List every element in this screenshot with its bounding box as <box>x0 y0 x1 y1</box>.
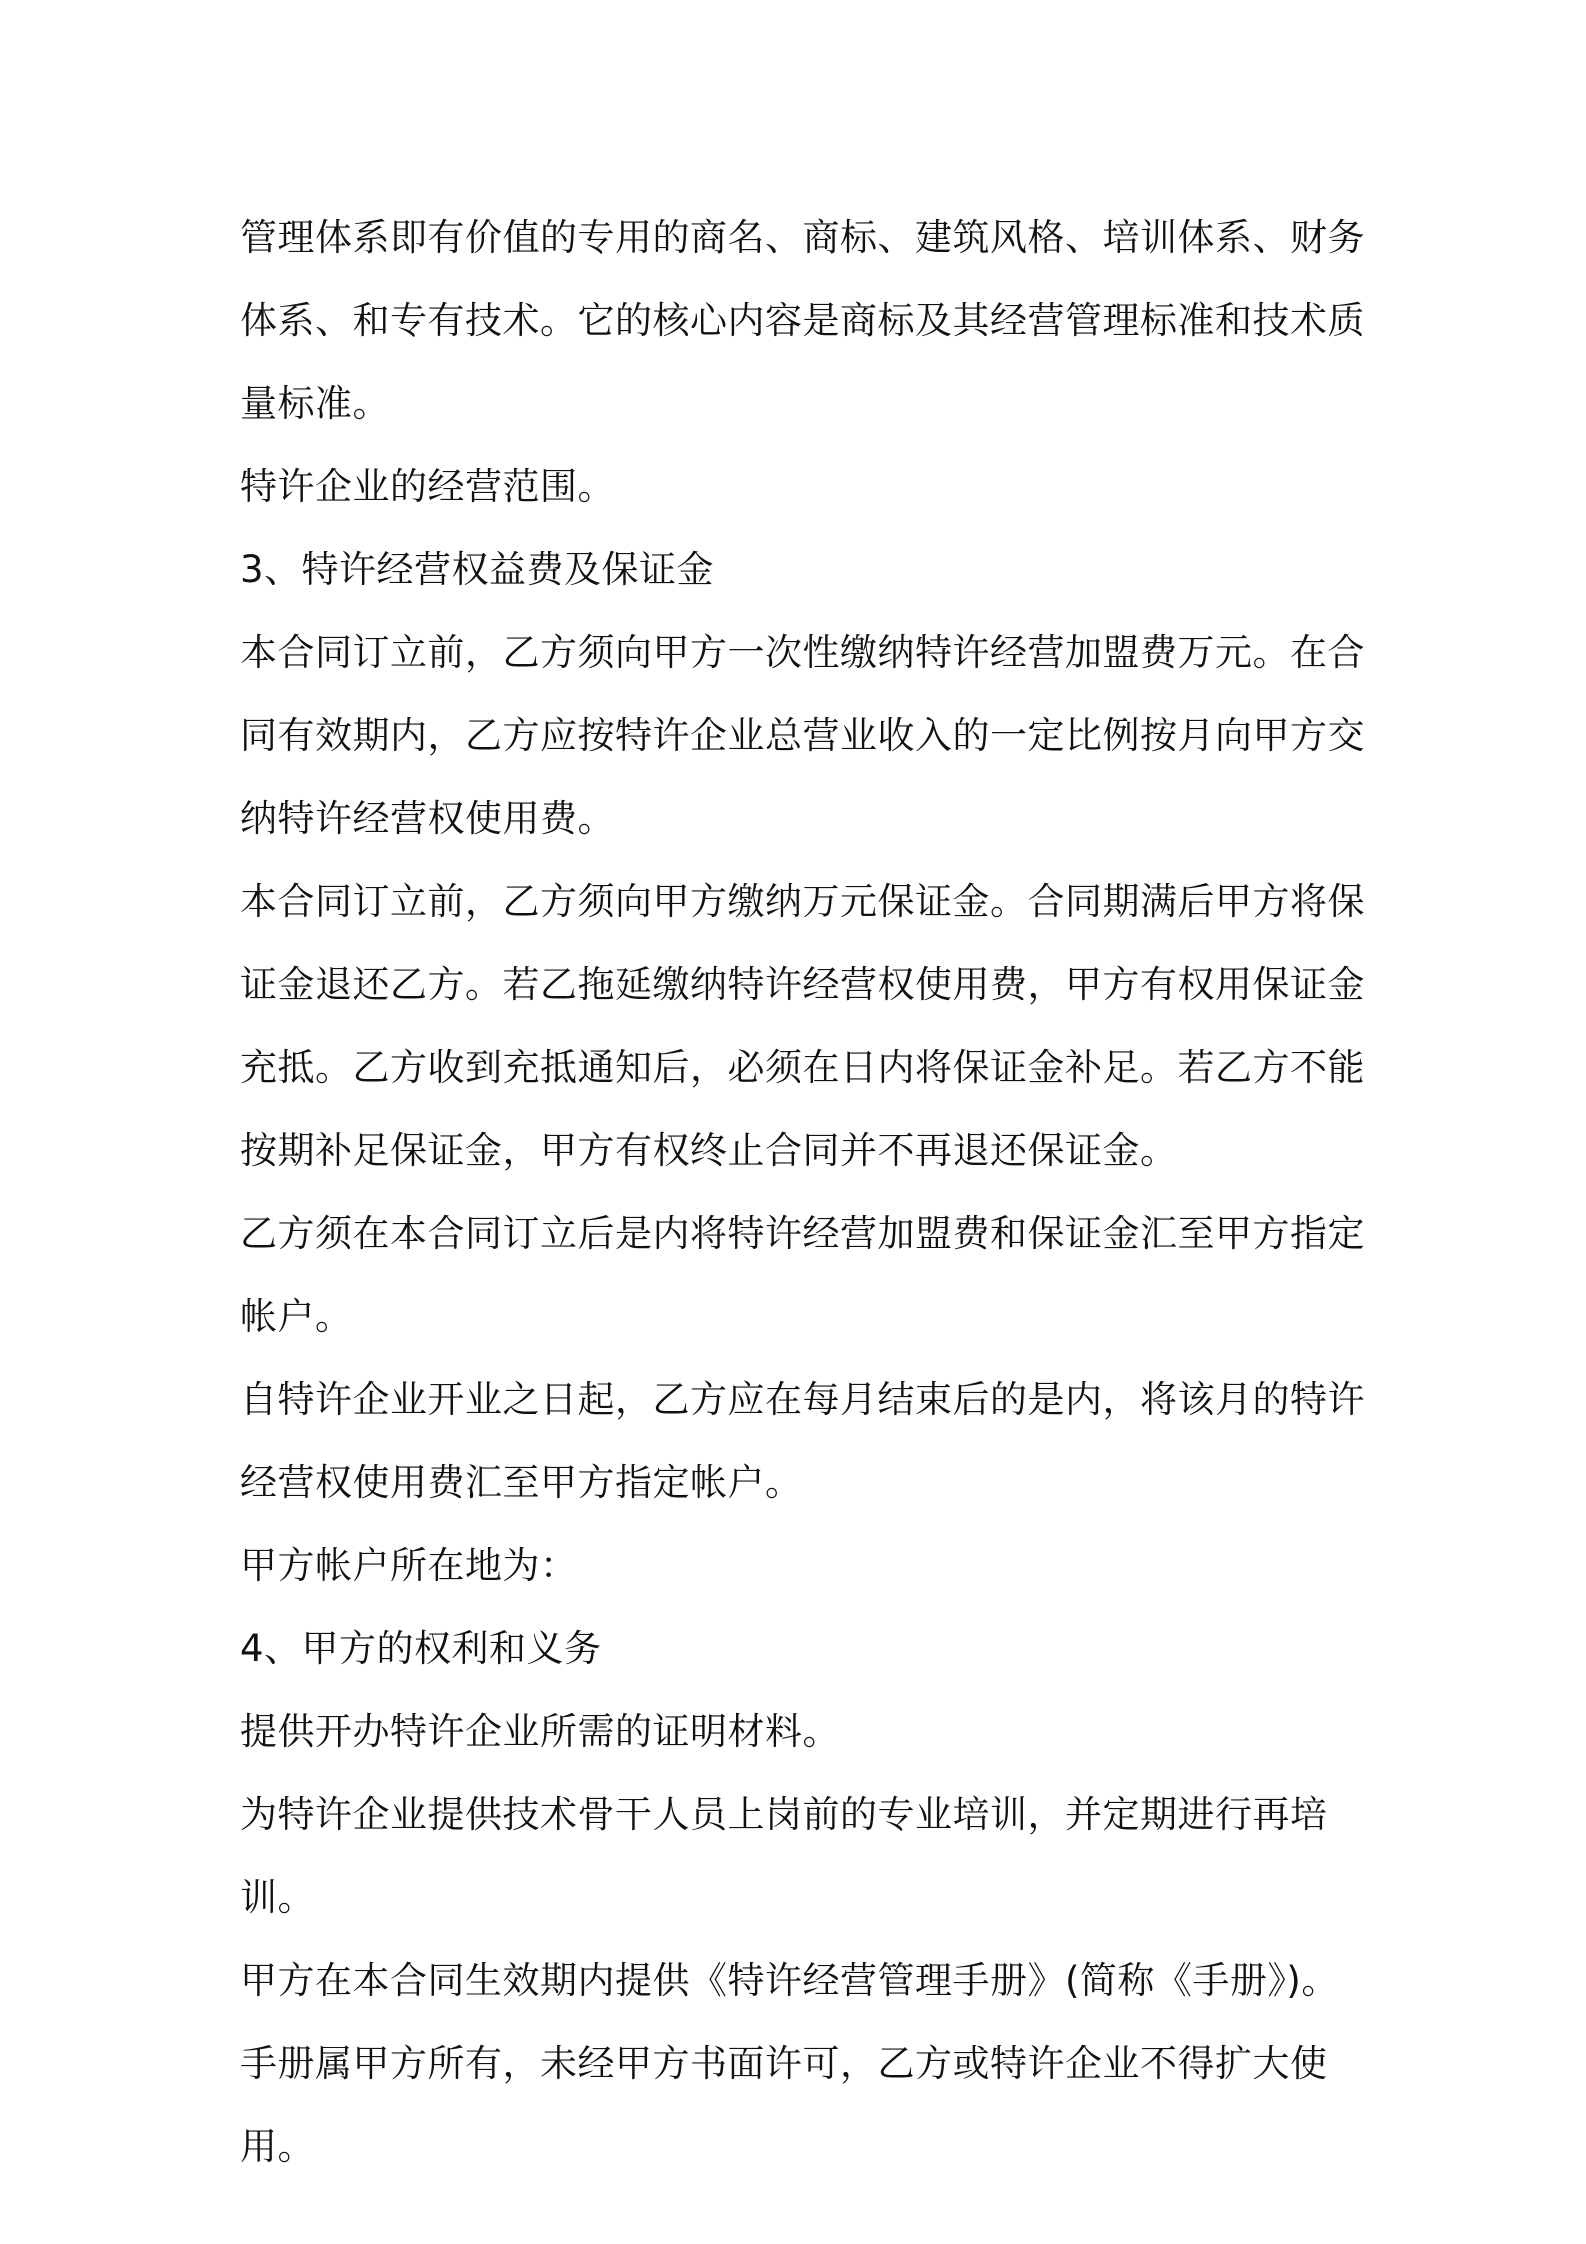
paragraph-business-scope: 特许企业的经营范围。 <box>240 465 615 508</box>
paragraph-manual: 甲方在本合同生效期内提供《特许经营管理手册》(简称《手册》)。 <box>240 1959 1339 2002</box>
paragraph-remittance: 乙方须在本合同订立后是内将特许经营加盟费和保证金汇至甲方指定帐户。 <box>240 1212 1365 1338</box>
paragraph-materials: 提供开办特许企业所需的证明材料。 <box>240 1710 840 1753</box>
paragraph-training: 为特许企业提供技术骨干人员上岗前的专业培训，并定期进行再培训。 <box>240 1793 1328 1919</box>
document-body <box>240 196 1380 2188</box>
paragraph-management-system: 管理体系即有价值的专用的商名、商标、建筑风格、培训体系、财务体系、和专有技术。它的核心内容是商标及其经营管理标准和技术质量标准。 <box>240 216 1365 425</box>
paragraph-monthly-payment: 自特许企业开业之日起，乙方应在每月结束后的是内，将该月的特许经营权使用费汇至甲方指定帐户。 <box>240 1378 1365 1504</box>
section-heading-fees: 3、特许经营权益费及保证金 <box>240 548 715 591</box>
paragraph-franchise-fee: 本合同订立前，乙方须向甲方一次性缴纳特许经营加盟费万元。在合同有效期内，乙方应按特许企业总营业收入的一定比例按月向甲方交纳特许经营权使用费。 <box>240 631 1365 840</box>
paragraph-manual-ownership: 手册属甲方所有，未经甲方书面许可，乙方或特许企业不得扩大使用。 <box>240 2042 1328 2168</box>
paragraph-account-location: 甲方帐户所在地为： <box>240 1544 578 1587</box>
paragraph-deposit: 本合同订立前，乙方须向甲方缴纳万元保证金。合同期满后甲方将保证金退还乙方。若乙拖延缴纳特许经营权使用费，甲方有权用保证金充抵。乙方收到充抵通知后，必须在日内将保证金补足。若乙方不能按期补足保证金，甲方有权终止合同并不再退还保证金。 <box>240 880 1365 1172</box>
section-heading-rights: 4、甲方的权利和义务 <box>240 1627 602 1670</box>
